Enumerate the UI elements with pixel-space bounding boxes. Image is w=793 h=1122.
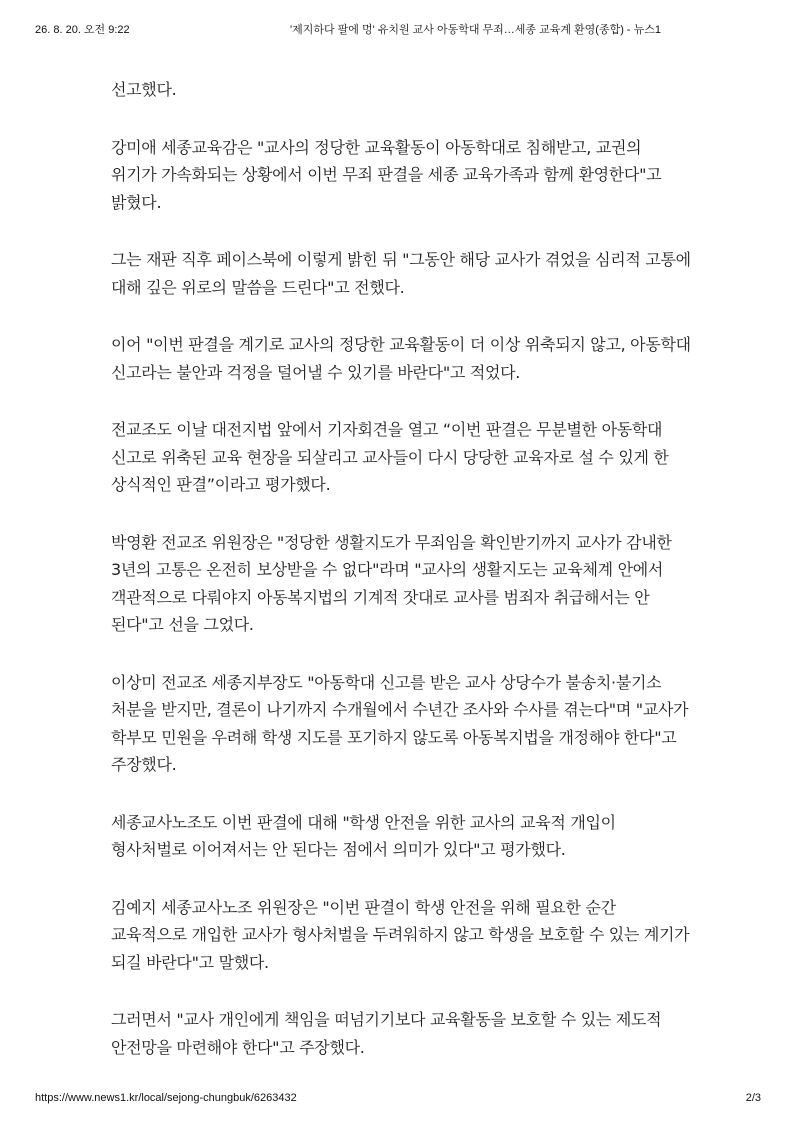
- article-paragraph: 세종교사노조도 이번 판결에 대해 "학생 안전을 위한 교사의 교육적 개입이 형사처벌로 이어져서는 안 된다는 점에서 의미가 있다"고 평가했다.: [111, 812, 616, 859]
- article-paragraph: 강미애 세종교육감은 "교사의 정당한 교육활동이 아동학대로 침해받고, 교권의 위기가 가속화되는 상황에서 이번 무죄 판결을 세종 교육가족과 함께 환영한다"고 밝혔다.: [111, 137, 662, 212]
- print-datetime: 26. 8. 20. 오전 9:22: [35, 24, 130, 36]
- print-footer: [0, 1088, 793, 1108]
- article-paragraph: 그러면서 "교사 개인에게 책임을 떠넘기기보다 교육활동을 보호할 수 있는 제도적 안전망을 마련해야 한다"고 주장했다.: [111, 1010, 662, 1057]
- article-paragraph: 그는 재판 직후 페이스북에 이렇게 밝힌 뒤 "그동안 해당 교사가 겪었을 심리적 고통에 대해 깊은 위로의 말씀을 드린다"고 전했다.: [111, 250, 691, 297]
- article-paragraph: 선고했다.: [111, 80, 177, 99]
- print-header: [0, 16, 793, 36]
- article-paragraph: 이상미 전교조 세종지부장도 "아동학대 신고를 받은 교사 상당수가 불송치·불기소 처분을 받지만, 결론이 나기까지 수개월에서 수년간 조사와 수사를 겪는다"며 "교사가 학부모 민원을 우려해 학생 지도를 포기하지 않도록 아동복지법을 개정해야 한다"고 주장했다.: [111, 672, 689, 774]
- article-paragraph: 전교조도 이날 대전지법 앞에서 기자회견을 열고 “이번 판결은 무분별한 아동학대 신고로 위축된 교육 현장을 되살리고 교사들이 다시 당당한 교육자로 설 수 있게 한 상식적인 판결”이라고 평가했다.: [111, 420, 669, 494]
- article-body: [111, 76, 691, 1091]
- article-paragraph: 박영환 전교조 위원장은 "정당한 생활지도가 무죄임을 확인받기까지 교사가 감내한 3년의 고통은 온전히 보상받을 수 없다"라며 "교사의 생활지도는 교육체계 안에서 객관적으로 다뤄야지 아동복지법의 기계적 잣대로 교사를 범죄자 취급해서는 안 된다"고 선을 그었다.: [111, 532, 672, 634]
- page-url: https://www.news1.kr/local/sejong-chungbuk/6263432: [35, 1092, 297, 1104]
- article-paragraph: 김예지 세종교사노조 위원장은 "이번 판결이 학생 안전을 위해 필요한 순간 교육적으로 개입한 교사가 형사처벌을 두려워하지 않고 학생을 보호할 수 있는 계기가 되길 바란다"고 말했다.: [111, 897, 690, 972]
- print-page-title: '제지하다 팔에 멍' 유치원 교사 아동학대 무죄…세종 교육계 환영(종합) - 뉴스1: [290, 24, 662, 36]
- page-number: 2/3: [745, 1092, 761, 1104]
- article-paragraph: 이어 "이번 판결을 계기로 교사의 정당한 교육활동이 더 이상 위축되지 않고, 아동학대 신고라는 불안과 걱정을 덜어낼 수 있기를 바란다"고 적었다.: [111, 335, 691, 382]
